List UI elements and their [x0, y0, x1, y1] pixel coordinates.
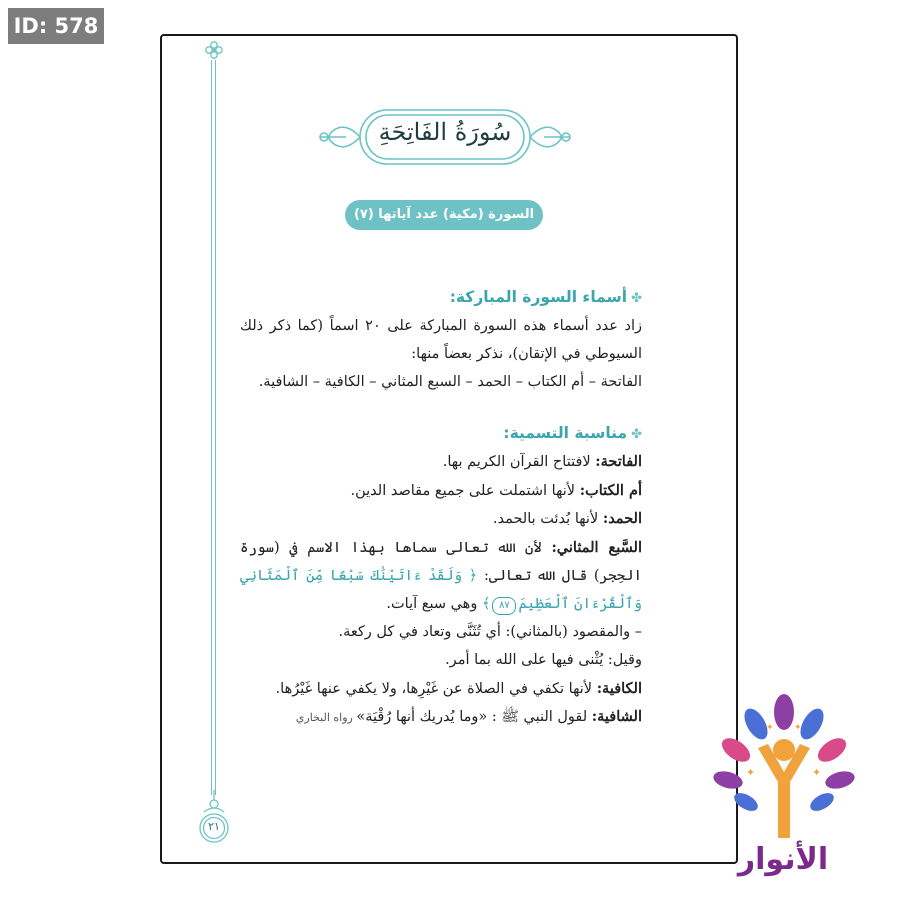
section-heading-names: ✤أسماء السورة المباركة: [449, 288, 642, 306]
mathani-alt-explanation: وقيل: يُثْنى فيها على الله بما أمر. [445, 652, 642, 668]
section-heading-naming: ✤مناسبة التسمية: [503, 424, 642, 442]
naming-item-mathani: السَّبع المثاني: لأن الله تعالى سماها بهذا الاسم في (سورة الحِجر) قال الله تعالى: ﴿ وَلَقَدْ ءَاتَيْنَٰكَ سَبْعًا مِّنَ ٱلْمَثَانِي وَٱلْقُرْءَانَ ٱلْعَظِيمَ٨٧﴾ وهي سبع آيات. [240, 534, 642, 618]
svg-text:✦: ✦ [746, 766, 756, 779]
publisher-logo-text: الأنوار [737, 842, 829, 877]
quran-verse: ﴿ وَلَقَدْ ءَاتَيْنَٰكَ سَبْعًا مِّنَ ٱلْمَثَانِي وَٱلْقُرْءَانَ [240, 567, 642, 612]
naming-item-hamd: الحمد: لأنها بُدئت بالحمد. [492, 510, 642, 527]
surah-meta-badge: السورة (مكية) عدد آياتها (٧) [345, 200, 543, 230]
flower-ornament-icon [204, 40, 224, 60]
ayah-number-badge: ٨٧ [492, 597, 516, 615]
id-badge: ID: 578 [8, 8, 104, 44]
page-number: ٢١ [208, 820, 220, 833]
margin-rule [211, 60, 216, 795]
mathani-explanation: – والمقصود (بالمثاني): أي تُثَنَّى وتعاد في كل ركعة. [338, 623, 642, 640]
page-content [240, 282, 642, 733]
flower-bullet-icon: ✤ [631, 291, 642, 306]
names-list: الفاتحة – أم الكتاب – الحمد – السبع المثاني – الكافية – الشافية. [258, 374, 642, 390]
names-intro: زاد عدد أسماء هذه السورة المباركة على ٢٠ اسماً (كما ذكر ذلك السيوطي في الإتقان)، نذكر بعضاً منها: [240, 318, 643, 362]
naming-item-fatiha: الفاتحة: لافتتاح القرآن الكريم بها. [442, 453, 642, 470]
tree-logo-icon [706, 690, 862, 850]
svg-text:✦: ✦ [766, 723, 774, 733]
page-number-ornament-icon [196, 790, 232, 846]
naming-item-umm-alkitab: أم الكتاب: لأنها اشتملت على جميع مقاصد الدين. [350, 481, 642, 499]
surah-title: سُورَةُ الفَاتِحَةِ [378, 118, 512, 146]
naming-item-kafiya: الكافية: لأنها تكفي في الصلاة عن غَيْرِها، ولا يكفي عنها غَيْرُها. [275, 679, 642, 697]
naming-item-shafiya: الشافية: لقول النبي ﷺ : «وما يُدريك أنها رُقْيَة» رواه البخاري [295, 708, 642, 725]
svg-text:✦: ✦ [794, 723, 802, 733]
flower-bullet-icon: ✤ [631, 427, 642, 442]
svg-text:✦: ✦ [812, 766, 822, 779]
